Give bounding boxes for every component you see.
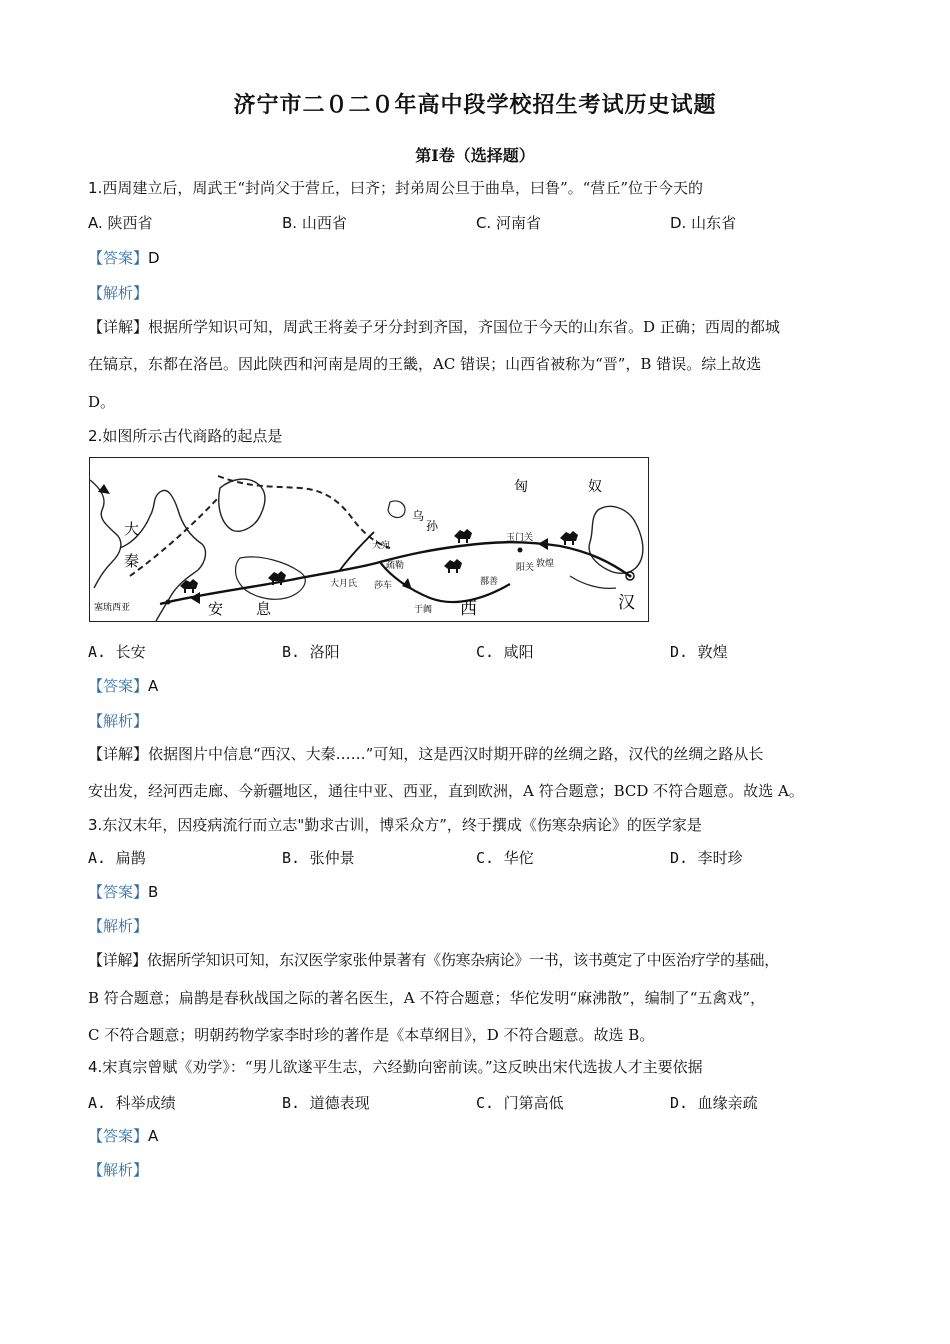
question-1-analysis: 【解析】 <box>88 284 149 302</box>
question-3-detail-line-1: 【详解】依据所学知识可知，东汉医学家张仲景著有《伤寒杂病论》一书，该书奠定了中医治疗学的基础， <box>88 951 779 969</box>
question-4-option-b: B. 道德表现 <box>282 1094 370 1112</box>
section-title: 第Ⅰ卷（选择题） <box>415 146 535 165</box>
map-label-shanshan: 鄯善 <box>480 577 499 587</box>
question-3-answer: 【答案】B <box>88 883 159 901</box>
map-label-seleucia: 塞琉西亚 <box>94 603 131 613</box>
question-3-option-a: A. 扁鹊 <box>88 849 146 867</box>
map-label-daqin-1: 大 <box>124 520 140 538</box>
question-2-stem <box>88 425 282 446</box>
question-1-option-d: D. 山东省 <box>670 214 737 232</box>
question-1-option-a: A. 陕西省 <box>88 214 153 232</box>
question-1-answer: 【答案】D <box>88 249 160 267</box>
question-4-option-d: D. 血缘亲疏 <box>670 1094 758 1112</box>
question-3-analysis: 【解析】 <box>88 917 149 935</box>
map-label-wusun-2: 孙 <box>426 519 439 533</box>
question-1-detail-line-2: 在镐京，东都在洛邑。因此陕西和河南是周的王畿，AC 错误；山西省被称为“晋”，B 错误。综上故选 <box>88 355 762 373</box>
question-number: 1. <box>88 179 103 197</box>
question-1-detail-line-3: D。 <box>88 393 116 411</box>
silk-road-map <box>89 457 649 622</box>
question-number: 4. <box>88 1058 103 1076</box>
map-label-dunhuang: 敦煌 <box>536 559 555 569</box>
question-2-detail-line-1: 【详解】依据图片中信息“西汉、大秦……”可知，这是西汉时期开辟的丝绸之路，汉代的丝绸之路从长 <box>88 745 764 763</box>
map-label-yumenguan: 玉门关 <box>506 533 534 543</box>
question-3-option-b: B. 张仲景 <box>282 849 355 867</box>
map-label-shule: 疏勒 <box>386 561 405 571</box>
question-3-stem <box>88 814 702 835</box>
question-text: 西周建立后，周武王“封尚父于营丘，曰齐；封弟周公旦于曲阜，曰鲁”。“营丘”位于今天的 <box>102 179 703 197</box>
map-label-daqin-2: 秦 <box>124 552 140 570</box>
question-4-option-c: C. 门第高低 <box>476 1094 564 1112</box>
question-3-detail-line-2: B 符合题意；扁鹊是春秋战国之际的著名医生，A 不符合题意；华佗发明“麻沸散”，编制了“五禽戏”， <box>88 989 766 1007</box>
map-label-xihan-1: 西 <box>460 599 477 619</box>
map-label-xiongnu-2: 奴 <box>588 479 602 495</box>
question-2-option-d: D. 敦煌 <box>670 643 728 661</box>
question-3-option-c: C. 华佗 <box>476 849 534 867</box>
question-2-option-c: C. 咸阳 <box>476 643 534 661</box>
question-2-option-a: A. 长安 <box>88 643 146 661</box>
question-4-analysis: 【解析】 <box>88 1161 149 1179</box>
question-text: 东汉末年，因疫病流行而立志"勤求古训，博采众方”，终于撰成《伤寒杂病论》的医学家是 <box>102 816 702 834</box>
question-number: 2. <box>88 427 103 445</box>
map-label-dayuezhi: 大月氏 <box>330 579 358 589</box>
question-text: 如图所示古代商路的起点是 <box>102 427 283 445</box>
page-title: 济宁市二０二０年高中段学校招生考试历史试题 <box>233 92 717 118</box>
question-1-option-b: B. 山西省 <box>282 214 347 232</box>
map-label-xihan-2: 汉 <box>618 593 635 613</box>
question-1-option-c: C. 河南省 <box>476 214 542 232</box>
question-2-analysis: 【解析】 <box>88 712 149 730</box>
question-4-stem <box>88 1056 703 1077</box>
map-label-anxi-2: 息 <box>256 600 272 618</box>
map-label-wusun-1: 乌 <box>412 509 425 523</box>
question-2-answer: 【答案】A <box>88 677 159 695</box>
question-2-option-b: B. 洛阳 <box>282 643 340 661</box>
question-2-detail-line-2: 安出发，经河西走廊、今新疆地区，通往中亚、西亚，直到欧洲，A 符合题意；BCD 不符合题意。故选 A。 <box>88 782 804 800</box>
map-label-yutian: 于阗 <box>414 605 433 615</box>
question-1-stem <box>88 177 703 198</box>
map-label-yangguan: 阳关 <box>516 563 535 573</box>
question-4-answer: 【答案】A <box>88 1127 159 1145</box>
question-number: 3. <box>88 816 103 834</box>
map-label-xiongnu-1: 匈 <box>514 479 528 495</box>
question-text: 宋真宗曾赋《劝学》：“男儿欲遂平生志，六经勤向密前读。”这反映出宋代选拔人才主要依据 <box>102 1058 703 1076</box>
question-4-option-a: A. 科举成绩 <box>88 1094 176 1112</box>
map-label-anxi-1: 安 <box>208 600 224 618</box>
map-label-shache: 莎车 <box>374 581 393 591</box>
silk-road-map-graphic <box>90 458 648 621</box>
question-3-detail-line-3: C 不符合题意；明朝药物学家李时珍的著作是《本草纲目》，D 不符合题意。故选 B。 <box>88 1026 655 1044</box>
question-3-option-d: D. 李时珍 <box>670 849 743 867</box>
question-1-detail-line-1: 【详解】根据所学知识可知，周武王将姜子牙分封到齐国，齐国位于今天的山东省。D 正确；西周的都城 <box>88 318 780 336</box>
map-label-dayuan: 大宛 <box>372 541 391 551</box>
